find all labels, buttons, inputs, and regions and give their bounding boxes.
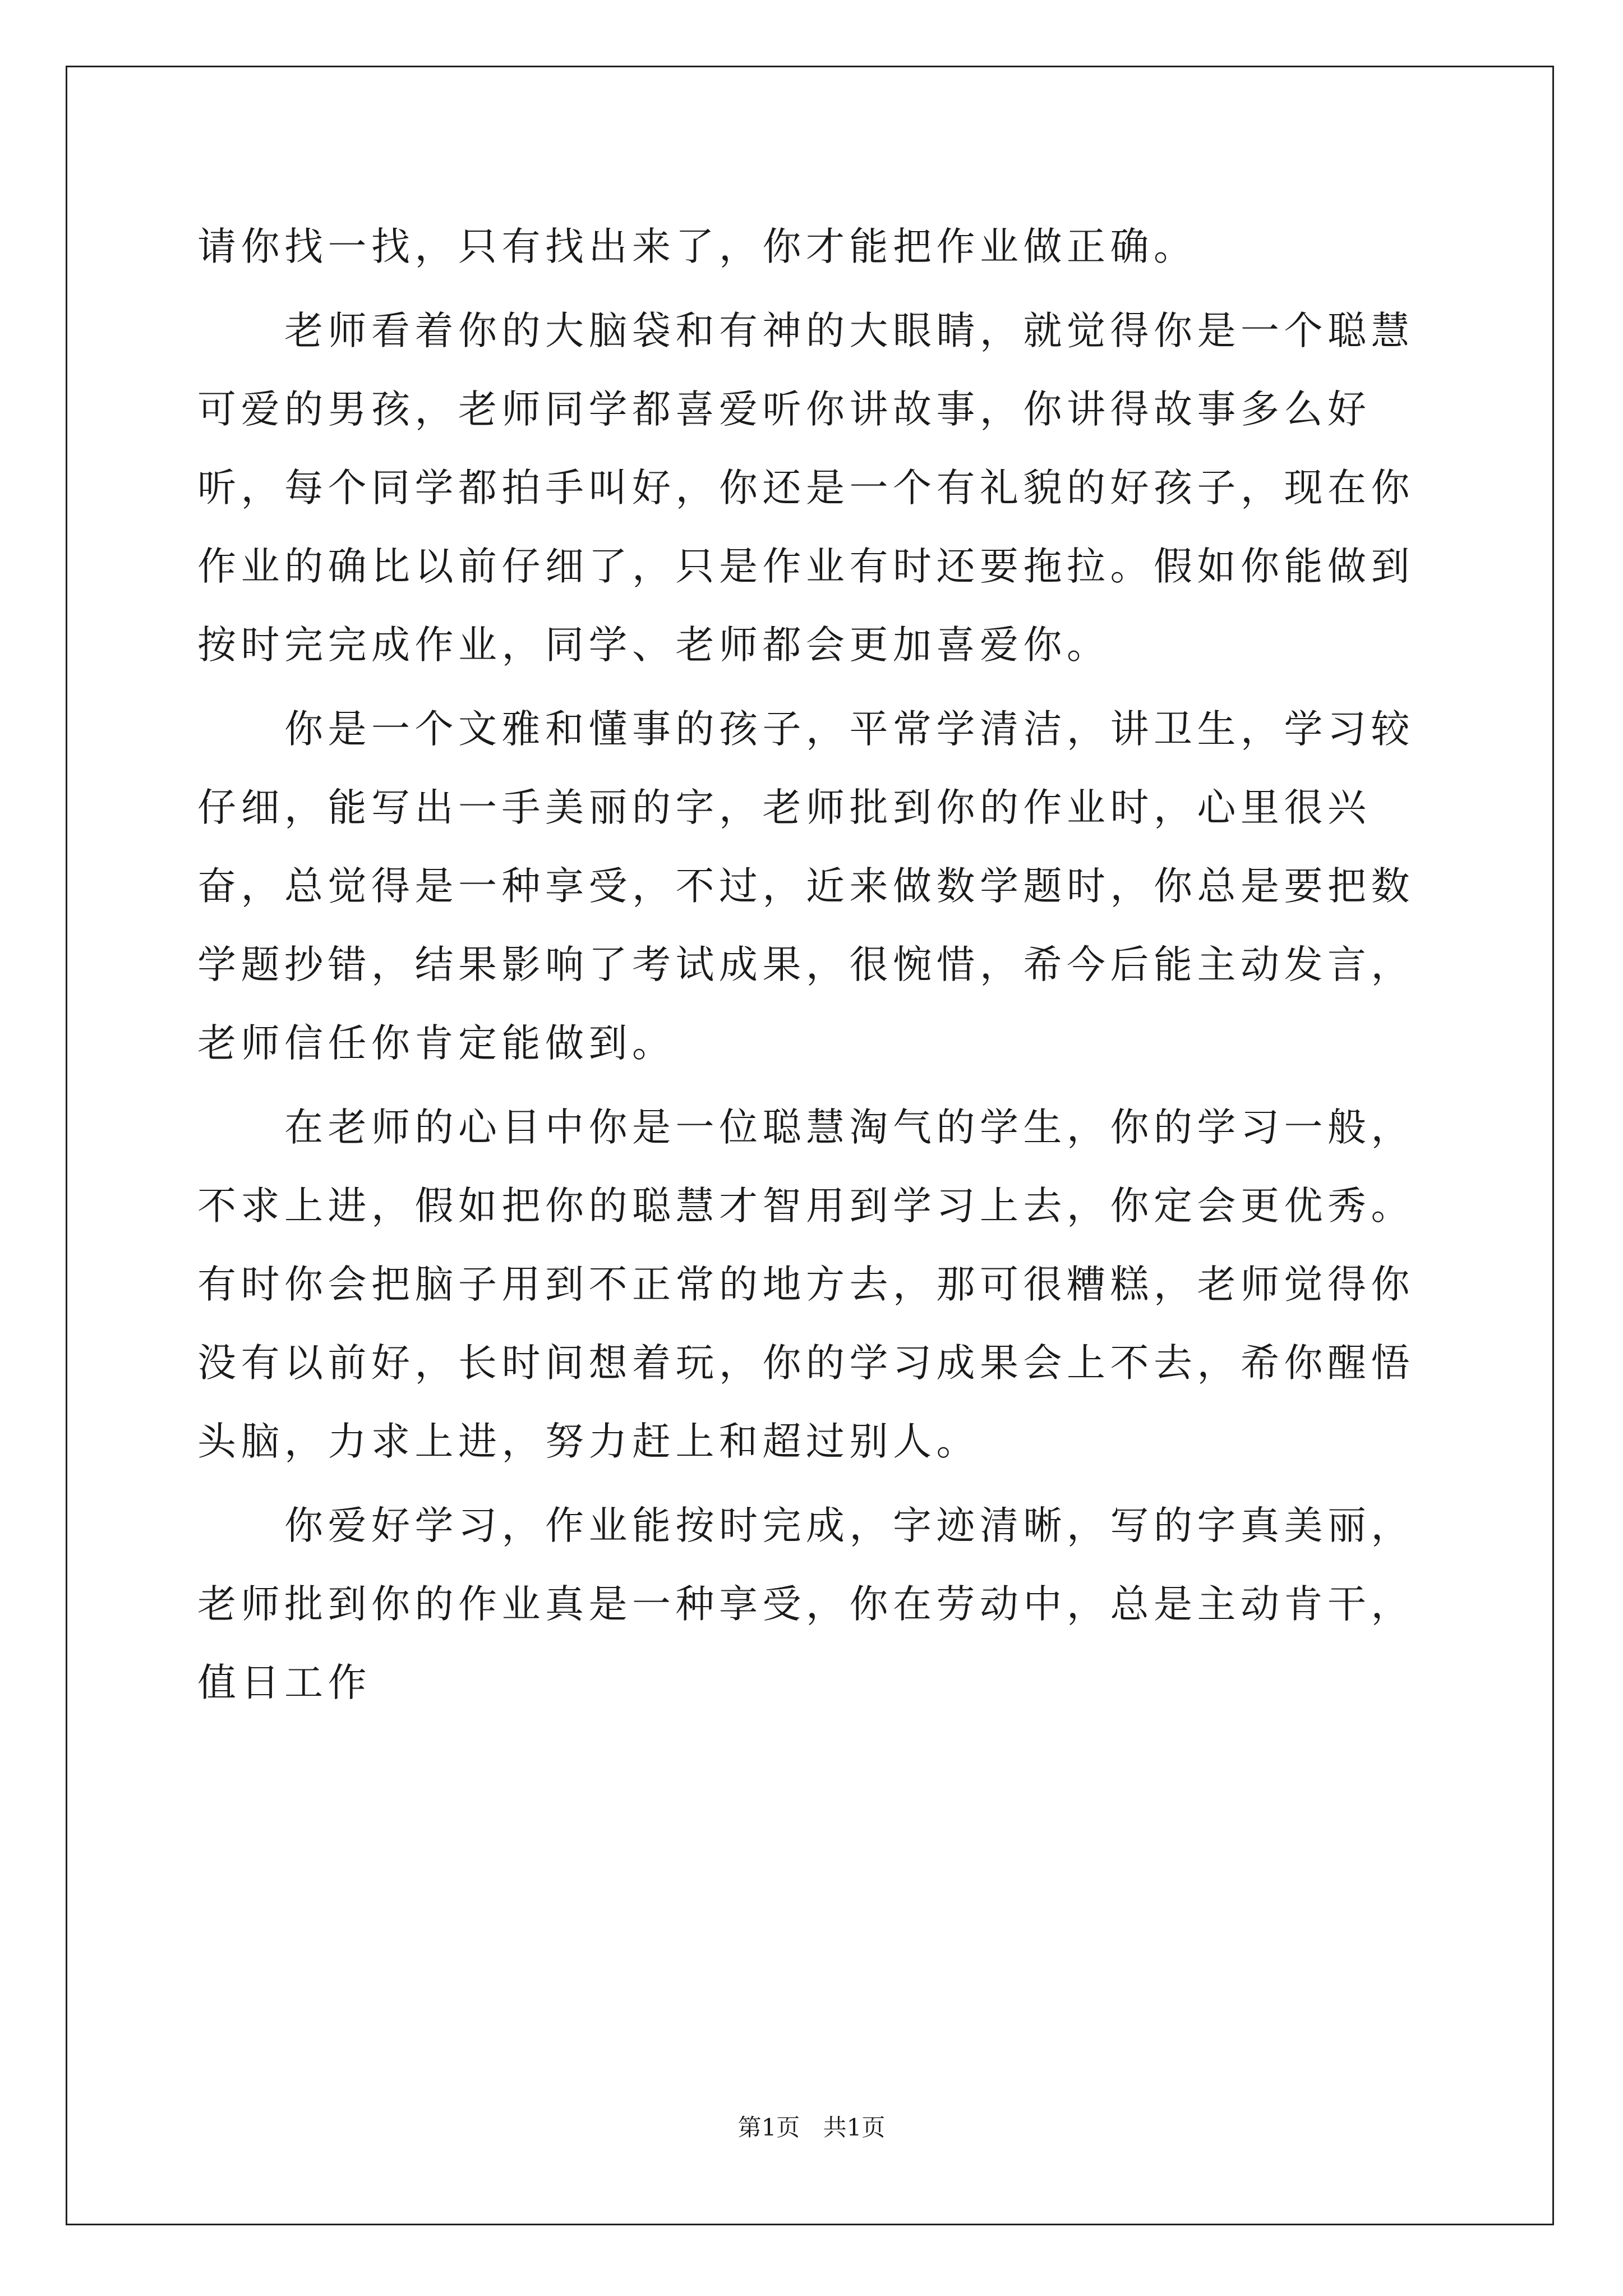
page-number: 第1页 <box>737 2114 800 2141</box>
paragraph-5: 你爱好学习，作业能按时完成，字迹清晰，写的字真美丽，老师批到你的作业真是一种享受，你在劳动中，总是主动肯干，值日工作 <box>197 1503 1414 1705</box>
page-total: 共1页 <box>823 2114 886 2141</box>
paragraph-3: 你是一个文雅和懂事的孩子，平常学清洁，讲卫生，学习较仔细，能写出一手美丽的字，老师批到你的作业时，心里很兴奋，总觉得是一种享受，不过，近来做数学题时，你总是要把数学题抄错，结果影响了考试成果，很惋惜，希今后能主动发言，老师信任你肯定能做到。 <box>197 707 1414 1066</box>
paragraph-4: 在老师的心目中你是一位聪慧淘气的学生，你的学习一般，不求上进，假如把你的聪慧才智用到学习上去，你定会更优秀。有时你会把脑子用到不正常的地方去，那可很糟糕，老师觉得你没有以前好，长时间想着玩，你的学习成果会上不去，希你醒悟头脑，力求上进，努力赶上和超过别人。 <box>197 1105 1414 1464</box>
paragraph-2: 老师看着你的大脑袋和有神的大眼睛，就觉得你是一个聪慧可爱的男孩，老师同学都喜爱听你讲故事，你讲得故事多么好听，每个同学都拍手叫好，你还是一个有礼貌的好孩子，现在你作业的确比以前仔细了，只是作业有时还要拖拉。假如你能做到按时完完成作业，同学、老师都会更加喜爱你。 <box>197 309 1414 668</box>
document-body <box>197 208 1428 1728</box>
page-footer <box>0 2109 1623 2143</box>
paragraph-1: 请你找一找，只有找出来了，你才能把作业做正确。 <box>197 224 1197 269</box>
